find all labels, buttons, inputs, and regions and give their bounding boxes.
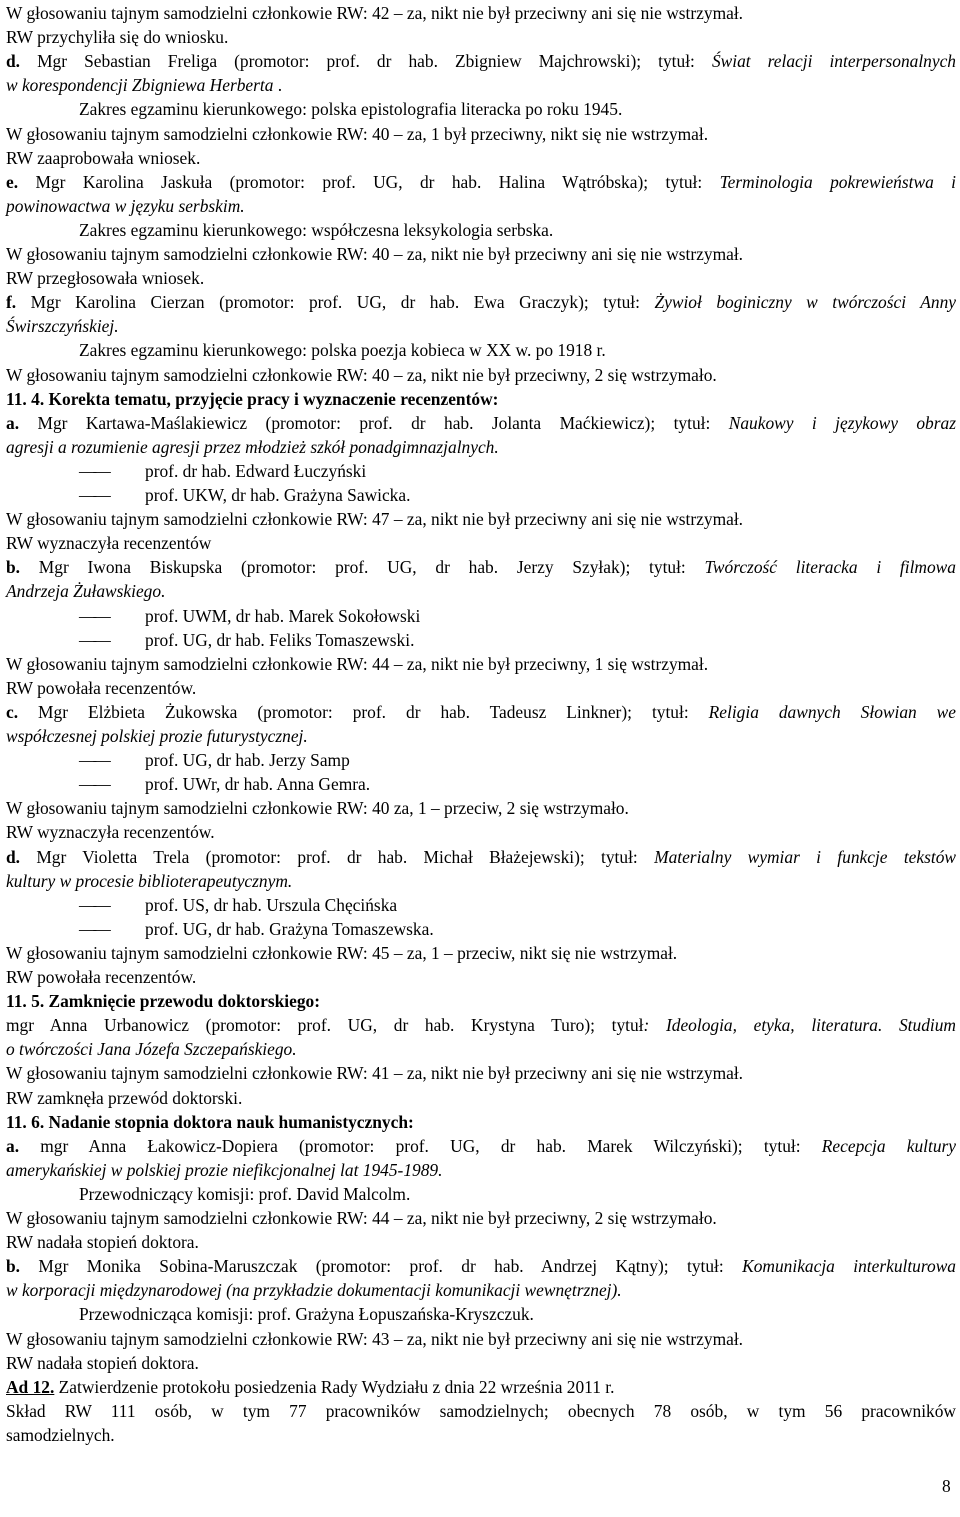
page-number: 8 bbox=[942, 1476, 951, 1496]
text-line bbox=[6, 1135, 956, 1157]
text-line bbox=[6, 797, 629, 819]
text-segment: amerykańskiej w polskiej prozie niefikcjonalnej lat 1945-1989. bbox=[6, 1159, 443, 1180]
text-segment: c. bbox=[6, 701, 19, 722]
text-segment: a. bbox=[6, 1135, 20, 1156]
text-segment: Zakres egzaminu kierunkowego: współczesna leksykologia serbska. bbox=[79, 219, 554, 240]
text-line bbox=[6, 870, 292, 892]
text-line bbox=[6, 821, 215, 843]
text-line bbox=[6, 1159, 442, 1181]
text-segment: Mgr Monika Sobina-Maruszczak (promotor: prof. dr hab. Andrzej Kątny); tytuł: bbox=[20, 1256, 743, 1277]
text-segment: prof. UWr, dr hab. Anna Gemra. bbox=[145, 774, 371, 795]
text-line bbox=[79, 749, 350, 771]
text-segment: Mgr Karolina Cierzan (promotor: prof. UG, dr hab. Ewa Graczyk); tytuł: bbox=[16, 292, 655, 313]
text-line bbox=[6, 147, 200, 169]
text-segment: o twórczości Jana Józefa Szczepańskiego. bbox=[6, 1039, 297, 1060]
text-segment: f. bbox=[6, 292, 17, 313]
text-segment: W głosowaniu tajnym samodzielni członkowie RW: 42 – za, nikt nie był przeciwny ani się nie wstrzymał. bbox=[6, 3, 743, 23]
text-line bbox=[6, 195, 245, 217]
text-segment: 11. 6. Nadanie stopnia doktora nauk humanistycznych: bbox=[6, 1111, 414, 1132]
text-line bbox=[6, 267, 204, 289]
text-segment: Zatwierdzenie protokołu posiedzenia Rady Wydziału z dnia 22 września 2011 r. bbox=[54, 1376, 615, 1397]
text-segment: W głosowaniu tajnym samodzielni członkowie RW: 40 – za, nikt nie był przeciwny, 2 się wstrzymało. bbox=[6, 364, 717, 385]
text-line bbox=[6, 388, 498, 410]
text-segment: Terminologia pokrewieństwa i bbox=[719, 171, 956, 192]
text-segment: RW powołała recenzentów. bbox=[6, 967, 197, 987]
text-line bbox=[6, 580, 165, 602]
text-segment: RW wyznaczyła recenzentów bbox=[6, 533, 212, 554]
text-line bbox=[6, 1400, 956, 1422]
text-line bbox=[79, 1303, 534, 1325]
text-line bbox=[6, 291, 956, 313]
text-line bbox=[79, 484, 410, 506]
text-segment: Przewodniczący komisji: prof. David Malcolm. bbox=[79, 1183, 411, 1204]
text-line bbox=[6, 677, 196, 699]
text-line bbox=[79, 219, 553, 241]
text-segment: samodzielnych. bbox=[6, 1424, 115, 1445]
text-segment: RW przychyliła się do wniosku. bbox=[6, 27, 229, 48]
text-line bbox=[6, 315, 119, 337]
text-segment: prof. US, dr hab. Urszula Chęcińska bbox=[145, 894, 398, 915]
text-segment: e. bbox=[6, 171, 19, 192]
text-segment: W głosowaniu tajnym samodzielni członkowie RW: 41 – za, nikt nie był przeciwny ani się nie wstrzymał. bbox=[6, 1063, 743, 1084]
text-line bbox=[6, 653, 708, 675]
text-line bbox=[6, 942, 677, 964]
text-segment: w korespondencji Zbigniewa Herberta bbox=[6, 75, 274, 96]
text-segment: Świat relacji interpersonalnych bbox=[711, 51, 957, 72]
text-segment: Żywioł boginiczny w twórczości Anny bbox=[654, 292, 956, 313]
text-line bbox=[6, 1231, 199, 1253]
text-segment: współczesnej polskiej prozie futurystycznej. bbox=[6, 726, 308, 746]
text-line bbox=[6, 171, 956, 193]
text-segment: Twórczość literacka i filmowa bbox=[704, 557, 956, 578]
text-segment: powinowactwa w języku serbskim. bbox=[6, 195, 245, 216]
text-line bbox=[6, 2, 743, 24]
text-segment: Mgr Iwona Biskupska (promotor: prof. UG, dr hab. Jerzy Szyłak); tytuł: bbox=[20, 557, 705, 578]
text-line bbox=[6, 508, 743, 530]
reviewer-dash bbox=[79, 460, 139, 482]
text-line bbox=[79, 1183, 410, 1205]
text-line bbox=[6, 364, 717, 386]
reviewer-dash bbox=[79, 629, 139, 651]
text-line bbox=[6, 1279, 622, 1301]
text-line bbox=[79, 339, 606, 361]
text-segment: W głosowaniu tajnym samodzielni członkowie RW: 45 – za, 1 – przeciw, nikt się nie wstrzymał. bbox=[6, 942, 678, 963]
text-segment: W głosowaniu tajnym samodzielni członkowie RW: 44 – za, nikt nie był przeciwny, 2 się wstrzymało. bbox=[6, 1208, 717, 1228]
text-segment: W głosowaniu tajnym samodzielni członkowie RW: 40 – za, 1 był przeciwny, nikt się nie wstrzymał. bbox=[6, 123, 709, 144]
text-segment: RW przegłosowała wniosek. bbox=[6, 268, 205, 289]
text-segment: RW zaaprobowała wniosek. bbox=[6, 147, 201, 168]
text-segment: mgr Anna Łakowicz-Dopiera (promotor: prof. UG, dr hab. Marek Wilczyński); tytuł: bbox=[19, 1135, 822, 1156]
text-line bbox=[79, 98, 622, 120]
text-segment: . bbox=[273, 75, 283, 96]
text-line bbox=[6, 1087, 242, 1109]
text-line bbox=[6, 1328, 743, 1350]
text-line bbox=[6, 1062, 743, 1084]
text-segment: Naukowy i językowy obraz bbox=[728, 412, 956, 433]
text-segment: 11. 4. Korekta tematu, przyjęcie pracy i wyznaczenie recenzentów: bbox=[6, 388, 499, 409]
text-segment: prof. dr hab. Edward Łuczyński bbox=[145, 460, 367, 481]
text-line bbox=[6, 50, 956, 72]
text-segment: b. bbox=[6, 557, 21, 578]
text-segment: mgr Anna Urbanowicz (promotor: prof. UG, dr hab. Krystyna Turo); tytuł bbox=[6, 1015, 644, 1036]
text-segment: Mgr Kartawa-Maślakiewicz (promotor: prof. dr hab. Jolanta Maćkiewicz); tytuł: bbox=[19, 412, 729, 433]
text-line bbox=[79, 460, 366, 482]
text-line bbox=[6, 556, 956, 578]
text-segment: RW nadała stopień doktora. bbox=[6, 1352, 199, 1373]
text-segment: prof. UG, dr hab. Jerzy Samp bbox=[145, 750, 350, 771]
text-segment: prof. UG, dr hab. Feliks Tomaszewski. bbox=[145, 629, 415, 650]
text-segment: W głosowaniu tajnym samodzielni członkowie RW: 44 – za, nikt nie był przeciwny, 1 się wstrzymał. bbox=[6, 653, 709, 674]
text-segment: Mgr Karolina Jaskuła (promotor: prof. UG, dr hab. Halina Wątróbska); tytuł: bbox=[18, 171, 720, 192]
reviewer-dash bbox=[79, 749, 139, 771]
reviewer-dash bbox=[79, 918, 139, 940]
text-segment: w korporacji międzynarodowej (na przykładzie dokumentacji komunikacji wewnętrznej). bbox=[6, 1280, 622, 1301]
text-line bbox=[6, 846, 956, 868]
text-segment: RW wyznaczyła recenzentów. bbox=[6, 822, 215, 843]
text-segment: Przewodnicząca komisji: prof. Grażyna Łopuszańska-Kryszczuk. bbox=[79, 1304, 534, 1325]
text-segment: W głosowaniu tajnym samodzielni członkowie RW: 40 – za, nikt nie był przeciwny ani się nie wstrzymał. bbox=[6, 244, 743, 264]
text-segment: 11. 5. Zamknięcie przewodu doktorskiego: bbox=[6, 991, 320, 1012]
text-segment: agresji a rozumienie agresji przez młodzież szkół ponadgimnazjalnych. bbox=[6, 436, 499, 457]
text-line bbox=[6, 412, 956, 434]
text-segment: : Ideologia, etyka, literatura. Studium bbox=[643, 1015, 956, 1036]
text-segment: Świrszczyńskiej. bbox=[6, 316, 119, 337]
text-segment: a. bbox=[6, 412, 20, 433]
text-segment: Mgr Elżbieta Żukowska (promotor: prof. dr hab. Tadeusz Linkner); tytuł: bbox=[18, 701, 709, 722]
text-segment: W głosowaniu tajnym samodzielni członkowie RW: 43 – za, nikt nie był przeciwny ani się nie wstrzymał. bbox=[6, 1328, 743, 1349]
text-segment: Recepcja kultury bbox=[821, 1135, 956, 1156]
text-segment: Ad 12. bbox=[6, 1376, 55, 1397]
text-segment: Zakres egzaminu kierunkowego: polska poezja kobieca w XX w. po 1918 r. bbox=[79, 340, 606, 361]
text-segment: Komunikacja interkulturowa bbox=[742, 1256, 956, 1277]
text-line bbox=[6, 1376, 614, 1398]
text-line bbox=[79, 918, 434, 940]
text-line bbox=[6, 74, 282, 96]
text-segment: b. bbox=[6, 1256, 21, 1277]
text-line bbox=[6, 725, 308, 747]
text-line bbox=[79, 605, 420, 627]
text-line bbox=[6, 1255, 956, 1277]
text-line bbox=[79, 894, 397, 916]
text-segment: RW zamknęła przewód doktorski. bbox=[6, 1087, 243, 1108]
reviewer-dash bbox=[79, 773, 139, 795]
text-line bbox=[6, 1111, 414, 1133]
text-line bbox=[6, 1014, 956, 1036]
text-line bbox=[6, 1424, 115, 1446]
text-segment: prof. UG, dr hab. Grażyna Tomaszewska. bbox=[145, 918, 434, 939]
text-segment: Mgr Sebastian Freliga (promotor: prof. dr hab. Zbigniew Majchrowski); tytuł: bbox=[20, 51, 712, 72]
text-segment: d. bbox=[6, 51, 21, 72]
text-segment: W głosowaniu tajnym samodzielni członkowie RW: 40 za, 1 – przeciw, 2 się wstrzymało. bbox=[6, 798, 629, 819]
text-segment: RW powołała recenzentów. bbox=[6, 677, 197, 698]
text-segment: W głosowaniu tajnym samodzielni członkowie RW: 47 – za, nikt nie był przeciwny ani się nie wstrzymał. bbox=[6, 509, 743, 530]
reviewer-dash bbox=[79, 484, 139, 506]
text-line bbox=[79, 773, 370, 795]
text-segment: Religia dawnych Słowian we bbox=[708, 701, 957, 722]
text-segment: prof. UKW, dr hab. Grażyna Sawicka. bbox=[145, 485, 411, 505]
text-segment: Materialny wymiar i funkcje tekstów bbox=[654, 846, 956, 867]
text-line bbox=[6, 701, 956, 723]
text-segment: RW nadała stopień doktora. bbox=[6, 1232, 199, 1253]
text-line bbox=[6, 26, 228, 48]
text-segment: kultury w procesie biblioterapeutycznym. bbox=[6, 870, 293, 891]
text-segment: Skład RW 111 osób, w tym 77 pracowników samodzielnych; obecnych 78 osób, w tym 56 pracowników bbox=[6, 1400, 956, 1421]
text-segment: prof. UWM, dr hab. Marek Sokołowski bbox=[145, 605, 421, 626]
text-line bbox=[6, 990, 320, 1012]
text-line bbox=[6, 1207, 717, 1229]
text-line bbox=[6, 436, 499, 458]
text-segment: Zakres egzaminu kierunkowego: polska epistolografia literacka po roku 1945. bbox=[79, 99, 623, 120]
text-segment: d. bbox=[6, 846, 21, 867]
text-segment: Mgr Violetta Trela (promotor: prof. dr hab. Michał Błażejewski); tytuł: bbox=[20, 846, 655, 867]
text-segment: Andrzeja Żuławskiego. bbox=[6, 581, 166, 602]
text-line bbox=[6, 1352, 199, 1374]
text-line bbox=[6, 123, 708, 145]
text-line bbox=[6, 532, 211, 554]
text-line bbox=[79, 629, 414, 651]
text-line bbox=[6, 966, 196, 988]
text-line bbox=[6, 243, 743, 265]
text-line bbox=[6, 1038, 297, 1060]
reviewer-dash bbox=[79, 894, 139, 916]
reviewer-dash bbox=[79, 605, 139, 627]
